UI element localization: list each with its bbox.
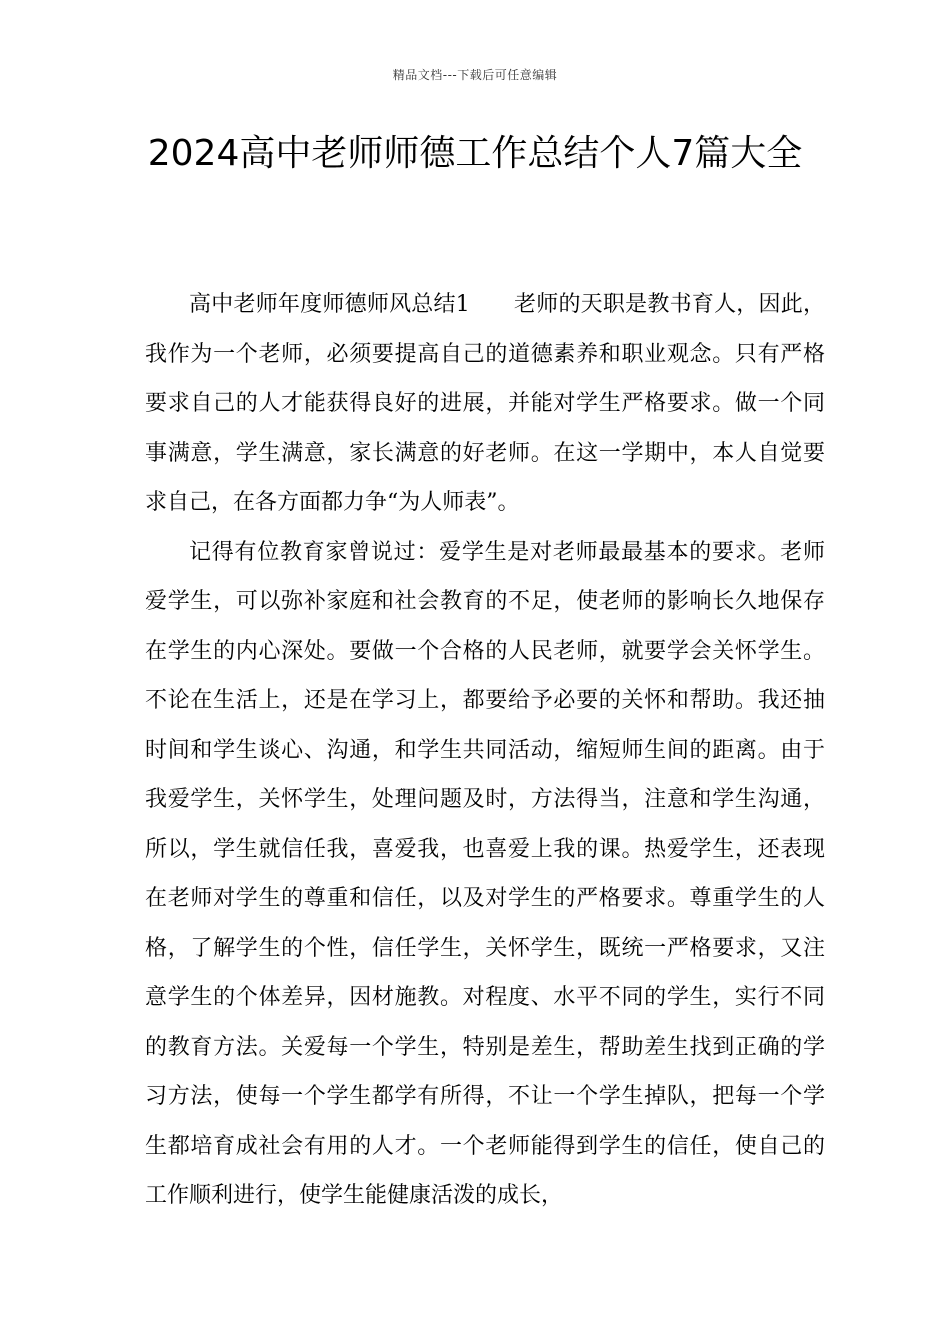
- section-heading: 高中老师年度师德师风总结1: [189, 292, 470, 317]
- paragraph-1: [145, 280, 825, 528]
- document-title: 2024高中老师师德工作总结个人7篇大全: [147, 133, 803, 174]
- header-watermark: 精品文档---下载后可任意编辑: [392, 68, 558, 82]
- document-body: [145, 280, 825, 1221]
- paragraph-text: 记得有位教育家曾说过：爱学生是对老师最最基本的要求。老师爱学生，可以弥补家庭和社会教育的不足，使老师的影响长久地保存在学生的内心深处。要做一个合格的人民老师，就要学会关怀学生。不论在生活上，还是在学习上，都要给予必要的关怀和帮助。我还抽时间和学生谈心、沟通，和学生共同活动，缩短师生间的距离。由于我爱学生，关怀学生，处理问题及时，方法得当，注意和学生沟通，所以，学生就信任我，喜爱我，也喜爱上我的课。热爱学生，还表现在老师对学生的尊重和信任，以及对学生的严格要求。尊重学生的人格，了解学生的个性，信任学生，关怀学生，既统一严格要求，又注意学生的个体差异，因材施教。对程度、水平不同的学生，实行不同的教育方法。关爱每一个学生，特别是差生，帮助差生找到正确的学习方法，使每一个学生都学有所得，不让一个学生掉队，把每一个学生都培育成社会有用的人才。一个老师能得到学生的信任，使自己的工作顺利进行，使学生能健康活泼的成长，: [145, 539, 825, 1208]
- paragraph-text: 老师的天职是教书育人，因此，我作为一个老师，必须要提高自己的道德素养和职业观念。只有严格要求自己的人才能获得良好的进展，并能对学生严格要求。做一个同事满意，学生满意，家长满意的好老师。在这一学期中，本人自觉要求自己，在各方面都力争“为人师表”。: [145, 292, 825, 515]
- paragraph-2: [145, 528, 825, 1221]
